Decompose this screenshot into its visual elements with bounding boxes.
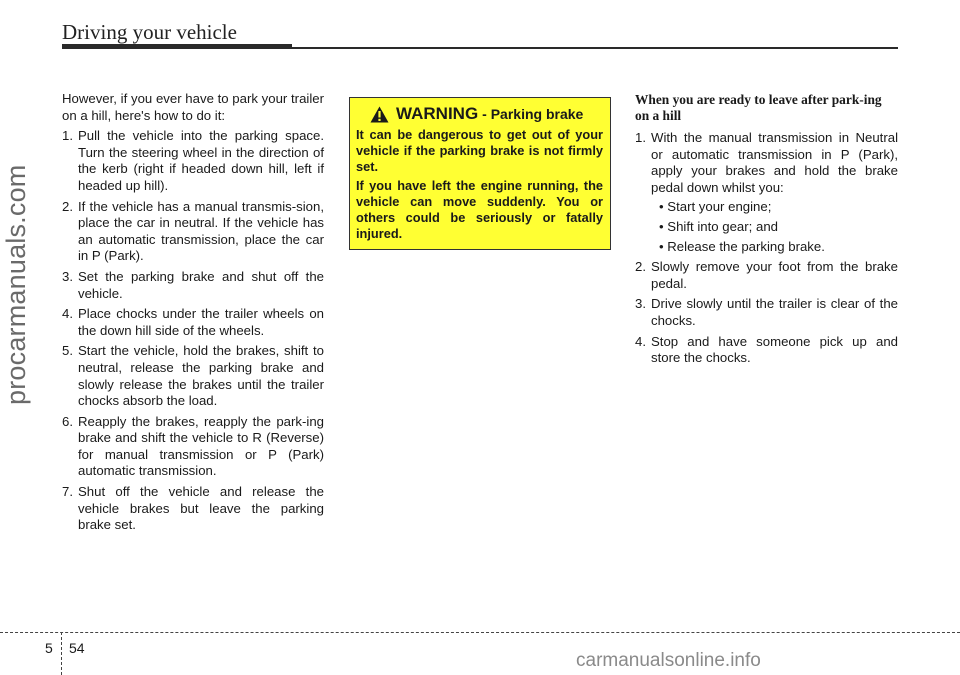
warning-title: WARNING xyxy=(396,104,479,123)
step-text: Reapply the brakes, reapply the park-ing brake and shift the vehicle to R (Reverse) for manual transmission or P (Park) automatic transmission. xyxy=(78,413,324,479)
header-bar-thick xyxy=(62,44,292,49)
step-text: Stop and have someone pick up and store the chocks. xyxy=(651,333,898,366)
step-number: 2. xyxy=(62,198,73,214)
list-item xyxy=(62,306,324,339)
step-number: 3. xyxy=(62,268,73,284)
list-item xyxy=(62,199,324,265)
list-item xyxy=(635,296,898,329)
step-text: Place chocks under the trailer wheels on the down hill side of the wheels. xyxy=(78,306,324,338)
step-text: Start the vehicle, hold the brakes, shift to neutral, release the parking brake and slowly release the brakes until the trailer chocks absorb the load. xyxy=(78,343,324,409)
side-watermark: procarmanuals.com xyxy=(1,164,31,405)
step-number: 4. xyxy=(635,333,646,349)
bullet-item: • Shift into gear; and xyxy=(659,218,778,234)
footer-divider xyxy=(0,632,960,633)
list-item xyxy=(635,334,898,367)
page-header-title: Driving your vehicle xyxy=(62,20,237,44)
list-item xyxy=(62,484,324,534)
step-text: If the vehicle has a manual transmis-sion, place the car in neutral. If the vehicle has an automatic transmission, place the car in P (Park). xyxy=(78,198,324,264)
step-number: 4. xyxy=(62,306,73,322)
warning-header xyxy=(370,104,603,124)
list-item xyxy=(635,259,898,292)
step-number: 1. xyxy=(62,128,73,144)
section-heading: When you are ready to leave after park-ing on a hill xyxy=(635,92,882,123)
step-number: 1. xyxy=(635,130,646,145)
step-number: 6. xyxy=(62,413,73,429)
warning-subtitle: - Parking brake xyxy=(482,106,584,122)
step-text: With the manual transmission in Neutral or automatic transmission in P (Park), apply your brakes and hold the brake pedal down whilst you: xyxy=(651,130,898,195)
step-text: Shut off the vehicle and release the vehicle brakes but leave the parking brake set. xyxy=(78,484,324,533)
list-item xyxy=(62,269,324,302)
list-item xyxy=(62,414,324,480)
footer-watermark: carmanualsonline.info xyxy=(576,650,761,671)
bullet-list xyxy=(651,199,898,255)
step-text: Pull the vehicle into the parking space. Turn the steering wheel in the direction of the kerb (right if headed down hill, left if headed up hill). xyxy=(78,128,324,193)
parking-steps-list xyxy=(62,128,324,534)
page-number: 54 xyxy=(69,640,85,656)
step-number: 3. xyxy=(635,296,646,312)
step-number: 7. xyxy=(62,484,73,500)
warning-paragraph: If you have left the engine running, the vehicle can move suddenly. You or others could be seriously or fatally injured. xyxy=(356,178,603,241)
left-column xyxy=(62,91,324,538)
warning-triangle-icon xyxy=(370,106,389,123)
step-text: Drive slowly until the trailer is clear of the chocks. xyxy=(651,296,898,328)
list-item xyxy=(62,343,324,409)
step-number: 5. xyxy=(62,343,73,359)
header-bar-thin xyxy=(292,47,898,49)
leaving-steps-list xyxy=(635,130,898,367)
warning-box xyxy=(349,97,611,250)
footer-vertical-divider xyxy=(61,632,62,675)
bullet-item: • Start your engine; xyxy=(659,199,772,215)
intro-paragraph: However, if you ever have to park your trailer on a hill, here's how to do it: xyxy=(62,91,324,123)
right-column xyxy=(635,92,898,371)
chapter-number: 5 xyxy=(45,640,53,656)
step-text: Set the parking brake and shut off the vehicle. xyxy=(78,268,324,301)
warning-paragraph: It can be dangerous to get out of your vehicle if the parking brake is not firmly set. xyxy=(356,127,603,174)
list-item xyxy=(62,128,324,194)
list-item xyxy=(635,130,898,255)
bullet-item: • Release the parking brake. xyxy=(659,238,825,254)
step-number: 2. xyxy=(635,259,646,275)
step-text: Slowly remove your foot from the brake pedal. xyxy=(651,259,898,291)
